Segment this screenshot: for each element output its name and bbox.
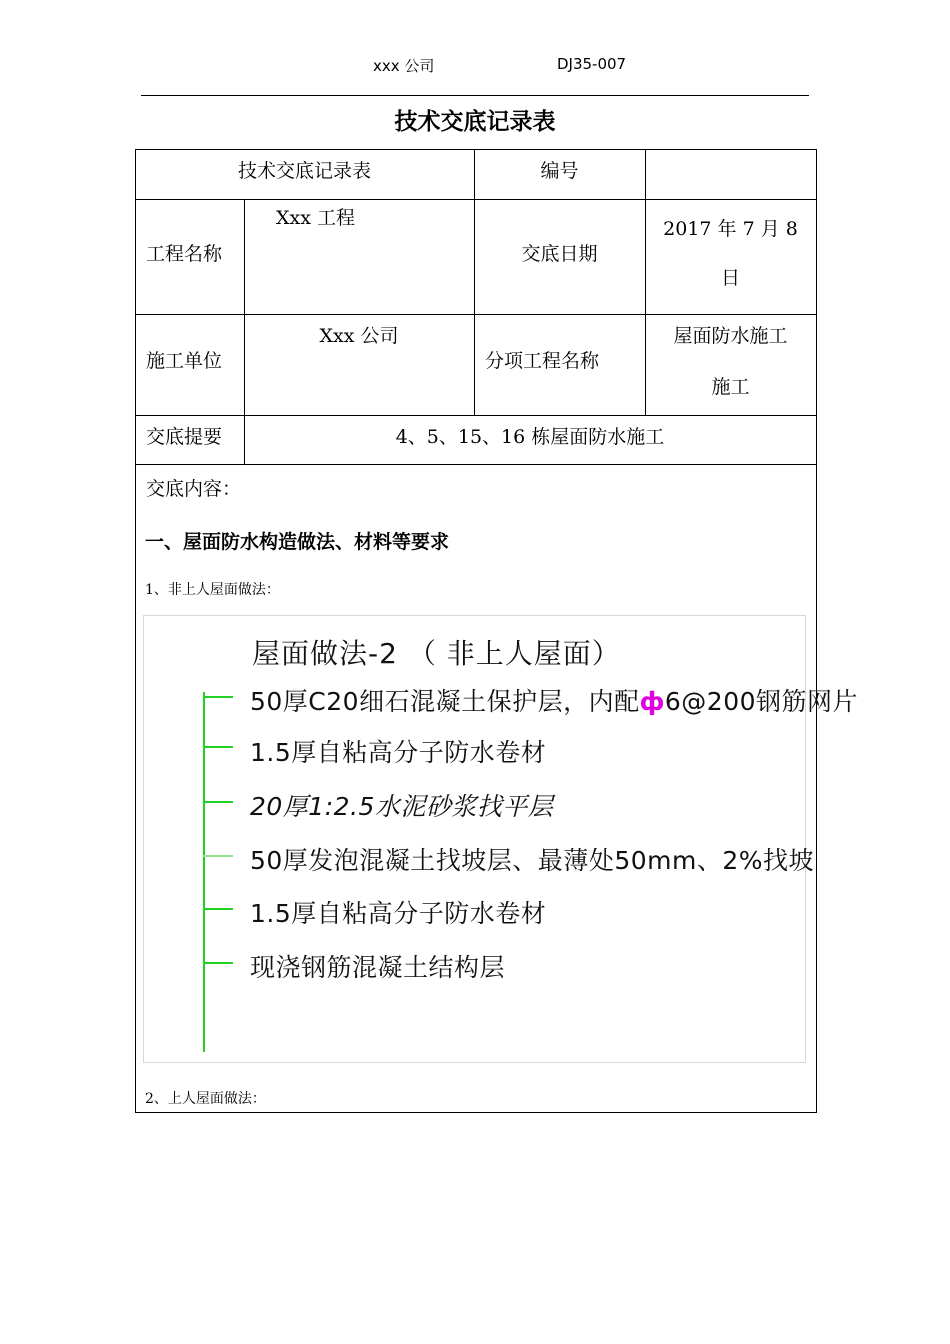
form-name-cell: 技术交底记录表 [237, 160, 371, 182]
layer-protective-concrete-text: 50厚C20细石混凝土保护层，内配 [250, 687, 640, 716]
sub-item-value-cont: 施工 [711, 376, 750, 398]
leader-tick [203, 696, 233, 698]
table-row-divider [135, 415, 817, 416]
item-accessible-roof: 2、上人屋面做法： [145, 1091, 266, 1107]
contractor-value: Xxx 公司 [319, 325, 399, 347]
handover-date-value-cont: 日 [720, 267, 740, 289]
table-row-divider [135, 199, 817, 200]
header-doc-code: DJ35-007 [557, 55, 627, 73]
project-name-label: 工程名称 [146, 243, 223, 265]
roof-construction-drawing [143, 615, 859, 1063]
handover-date-value: 2017 年 7 月 8 [663, 218, 798, 240]
table-border-right [816, 149, 817, 1112]
table-border-bottom [135, 1112, 817, 1113]
content-label: 交底内容： [146, 478, 242, 500]
header-divider [141, 95, 809, 96]
contractor-label: 施工单位 [146, 350, 223, 372]
number-label: 编号 [540, 160, 579, 182]
project-name-value: Xxx 工程 [276, 207, 355, 229]
table-border-top [135, 149, 817, 150]
layer-foam-concrete-slope: 50厚发泡混凝土找坡层、最薄处50mm、2%找坡 [250, 846, 814, 875]
sub-item-value: 屋面防水施工 [673, 325, 788, 347]
layer-waterproof-membrane-upper: 1.5厚自粘高分子防水卷材 [250, 738, 547, 767]
rebar-symbol: ф [639, 687, 665, 716]
handover-date-label: 交底日期 [521, 243, 598, 265]
sub-item-label: 分项工程名称 [485, 350, 600, 372]
leader-tick [203, 908, 233, 910]
table-row-divider [135, 464, 817, 465]
drawing-title: 屋面做法-2 （ 非上人屋面） [252, 637, 621, 670]
header-company: xxx 公司 [373, 57, 435, 75]
table-border-left [135, 149, 136, 1112]
layer-protective-concrete-spec: 6@200钢筋网片 [664, 687, 859, 716]
summary-label: 交底提要 [146, 426, 223, 448]
summary-value: 4、5、15、16 栋屋面防水施工 [395, 426, 665, 448]
section-heading: 一、屋面防水构造做法、材料等要求 [145, 531, 450, 553]
table-col-divider [474, 149, 475, 415]
layer-cement-screed: 20厚1:2.5水泥砂浆找平层 [250, 792, 554, 821]
layer-waterproof-membrane-lower: 1.5厚自粘高分子防水卷材 [250, 899, 547, 928]
leader-tick [203, 801, 233, 803]
leader-tick [203, 746, 233, 748]
layer-protective-concrete [250, 682, 858, 718]
document-title: 技术交底记录表 [394, 109, 556, 135]
leader-tick [203, 962, 233, 964]
leader-tick [203, 855, 233, 857]
table-row-divider [135, 314, 817, 315]
item-non-accessible-roof: 1、非上人屋面做法： [145, 582, 280, 598]
layer-structural-slab: 现浇钢筋混凝土结构层 [250, 953, 506, 982]
